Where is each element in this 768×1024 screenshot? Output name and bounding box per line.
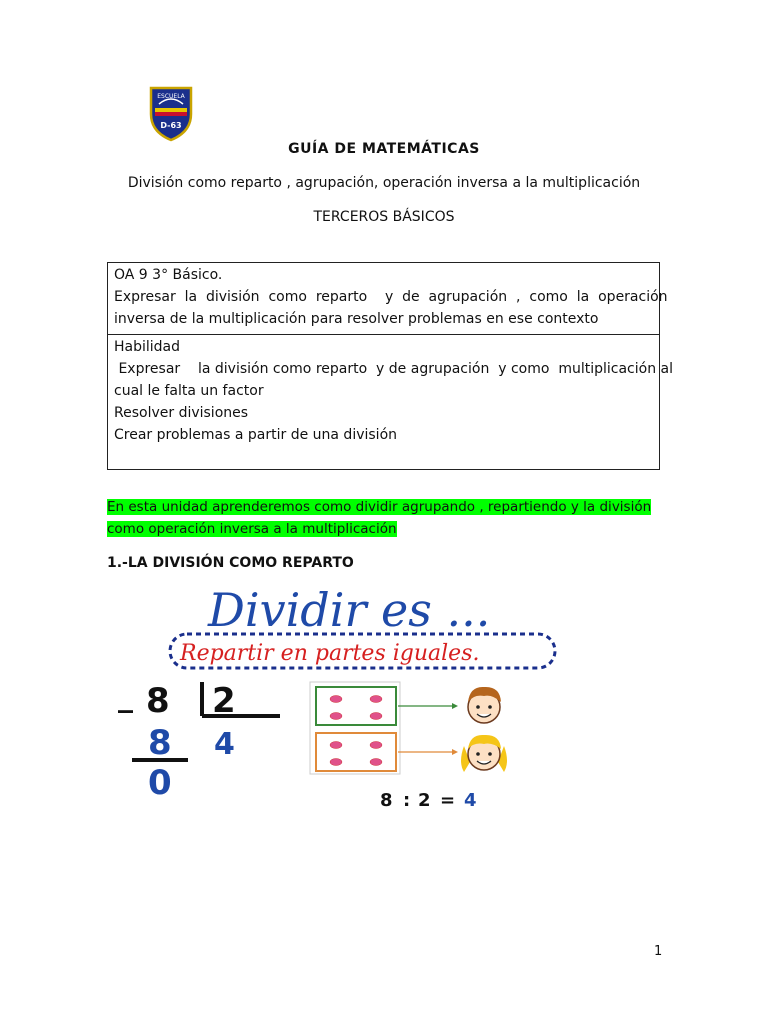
arrow-1-head (452, 703, 458, 709)
eq-sign: = (440, 790, 456, 811)
subtrahend: 8 (148, 723, 172, 763)
skills-line-2: Expresar la división como reparto y de agrupación y como multiplicación al (114, 361, 673, 377)
section-heading: 1.-LA DIVISIÓN COMO REPARTO (107, 555, 354, 571)
quotient: 4 (214, 727, 235, 762)
dividend: 8 (146, 681, 170, 721)
logo-text-bottom: D-63 (160, 121, 182, 130)
page-number: 1 (654, 944, 663, 959)
remainder: 0 (148, 763, 172, 803)
intro-line-1: En esta unidad aprenderemos como dividir agrupando , repartiendo y la división (107, 499, 652, 515)
candy (370, 696, 382, 703)
candy (330, 759, 342, 766)
objective-line-2: Expresar la división como reparto y de agrupación , como la operación (114, 289, 668, 305)
logo-text-top: ESCUELA (157, 93, 185, 100)
intro-line-2: como operación inversa a la multiplicación (107, 521, 397, 537)
candy (370, 759, 382, 766)
minus-sign: _ (118, 679, 133, 714)
groups-frame (310, 682, 400, 774)
objective-line-1: OA 9 3° Básico. (114, 267, 223, 283)
candies (330, 696, 382, 766)
candy (330, 696, 342, 703)
eq-result: 4 (464, 790, 477, 811)
candy-group-1 (316, 687, 396, 725)
division-illustration (118, 586, 558, 816)
grade-level: TERCEROS BÁSICOS (313, 209, 455, 225)
page-subtitle: División como reparto , agrupación, operación inversa a la multiplicación (127, 175, 641, 191)
arrow-2-head (452, 749, 458, 755)
intro-paragraph (107, 496, 667, 540)
divisor: 2 (212, 681, 236, 721)
candy (330, 742, 342, 749)
skills-box (107, 335, 673, 470)
skills-line-1: Habilidad (114, 339, 181, 355)
candy (330, 713, 342, 720)
objective-box (107, 262, 668, 335)
illustration-title: Dividir es ... (208, 586, 491, 637)
girl-face-icon (461, 735, 507, 772)
eq-mid: 2 (418, 790, 431, 811)
school-logo (147, 84, 195, 142)
candy-group-2 (316, 733, 396, 771)
candy (370, 713, 382, 720)
banner-text: Repartir en partes iguales. (180, 641, 480, 666)
candy (370, 742, 382, 749)
objective-line-3: inversa de la multiplicación para resolver problemas en ese contexto (114, 311, 599, 327)
boy-face-icon (468, 687, 501, 723)
skills-line-3: cual le falta un factor (114, 383, 264, 399)
eq-op: : (403, 790, 411, 811)
skills-line-5: Crear problemas a partir de una división (114, 427, 398, 443)
eq-left: 8 (380, 790, 393, 811)
page-title: GUÍA DE MATEMÁTICAS (288, 141, 480, 157)
skills-line-4: Resolver divisiones (114, 405, 249, 421)
